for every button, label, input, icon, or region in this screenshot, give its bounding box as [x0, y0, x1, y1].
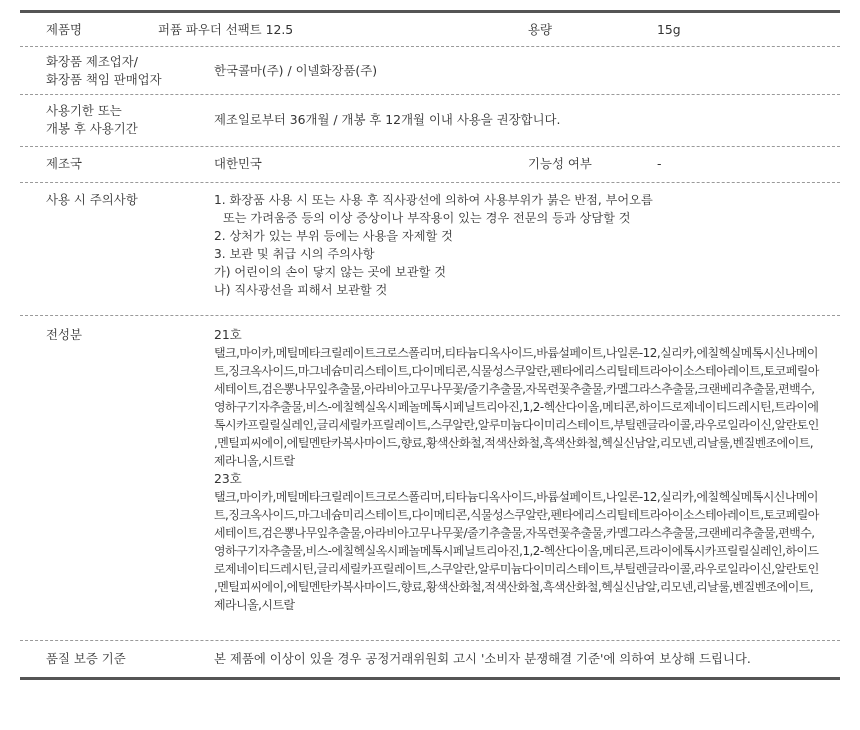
row-product-name — [20, 13, 840, 47]
product-info-table — [20, 10, 840, 680]
ingredients-line: 세테이트,검은뽕나무잎추출물,아라비아고무나무꽃/줄기추출물,자목련꽃추출물,카멜그라스추출물,크랜베리추출물,편백수, — [214, 526, 815, 540]
ingredients-line: 로제네이티드레시틴,글리세릴카프릴레이트,스쿠알란,알루미늄다이미리스테이트,부틸렌글라이콜,라우로일라이신,알란토인 — [214, 562, 819, 576]
capacity-label: 용량 — [528, 22, 552, 37]
ingredients-label: 전성분 — [46, 327, 82, 342]
ingredients-line: ,멘틸피씨에이,에틸멘탄카복사마이드,향료,황색산화철,적색산화철,흑색산화철,헥실신남알,리모넨,리날룰,벤질벤조에이트, — [214, 436, 814, 450]
expiry-value: 제조일로부터 36개월 / 개봉 후 12개월 이내 사용을 권장합니다. — [214, 112, 561, 127]
functional-label: 기능성 여부 — [528, 156, 592, 171]
row-origin — [20, 147, 840, 183]
expiry-label-line2: 개봉 후 사용기간 — [46, 121, 138, 136]
origin-label: 제조국 — [46, 156, 82, 171]
ingredients-line: 영하구기자추출물,비스-에칠헥실옥시페놀메톡시페닐트리아진,1,2-헥산다이올,메티콘,하이드로제네이티드레시틴,트라이에 — [214, 400, 819, 414]
ingredients-line: 탤크,마이카,메틸메타크릴레이트크로스폴리머,티타늄디옥사이드,바륨설페이트,나일론-12,실리카,에칠헥실메톡시신나메이 — [214, 490, 818, 504]
product-name-label: 제품명 — [46, 22, 82, 37]
ingredients-line: 제라니올,시트랄 — [214, 454, 295, 468]
row-caution — [20, 183, 840, 316]
expiry-label-line1: 사용기한 또는 — [46, 103, 122, 118]
ingredients-line: 트,징크옥사이드,마그네슘미리스테이트,다이메티콘,식물성스쿠알란,펜타에리스리틸테트라아이소스테아레이트,토코페릴아 — [214, 364, 819, 378]
quality-value: 본 제품에 이상이 있을 경우 공정거래위원회 고시 '소비자 분쟁해결 기준'에 의하여 보상해 드립니다. — [214, 651, 751, 666]
row-quality — [20, 641, 840, 677]
ingredients-line: 영하구기자추출물,비스-에칠헥실옥시페놀메톡시페닐트리아진,1,2-헥산다이올,메티콘,트라이에톡시카프릴릴실레인,하이드 — [214, 544, 819, 558]
ingredients-line: 탤크,마이카,메틸메타크릴레이트크로스폴리머,티타늄디옥사이드,바륨설페이트,나일론-12,실리카,에칠헥실메톡시신나메이 — [214, 346, 818, 360]
shade-21-title: 21호 — [214, 327, 242, 342]
row-manufacturer — [20, 47, 840, 95]
caution-text — [214, 191, 653, 299]
ingredients-line: ,멘틸피씨에이,에틸멘탄카복사마이드,향료,황색산화철,적색산화철,흑색산화철,헥실신남알,리모넨,리날룰,벤질벤조에이트, — [214, 580, 814, 594]
manufacturer-value: 한국콜마(주) / 이넬화장품(주) — [214, 63, 378, 78]
caution-line: 또는 가려움증 등의 이상 증상이나 부작용이 있는 경우 전문의 등과 상담할 것 — [223, 211, 631, 225]
caution-line: 2. 상처가 있는 부위 등에는 사용을 자제할 것 — [214, 229, 453, 243]
manufacturer-label-line1: 화장품 제조업자/ — [46, 54, 138, 69]
caution-line: 가) 어린이의 손이 닿지 않는 곳에 보관할 것 — [214, 265, 447, 279]
row-ingredients — [20, 316, 840, 641]
ingredients-line: 제라니올,시트랄 — [214, 598, 295, 612]
quality-label: 품질 보증 기준 — [46, 651, 126, 666]
ingredients-text — [214, 326, 819, 614]
caution-line: 나) 직사광선을 피해서 보관할 것 — [214, 283, 388, 297]
manufacturer-label-line2: 화장품 책임 판매업자 — [46, 72, 162, 87]
product-name-value: 퍼퓸 파우더 선팩트 12.5 — [158, 22, 294, 37]
ingredients-line: 세테이트,검은뽕나무잎추출물,아라비아고무나무꽃/줄기추출물,자목련꽃추출물,카멜그라스추출물,크랜베리추출물,편백수, — [214, 382, 815, 396]
ingredients-line: 톡시카프릴릴실레인,글리세릴카프릴레이트,스쿠알란,알루미늄다이미리스테이트,부틸렌글라이콜,라우로일라이신,알란토인 — [214, 418, 819, 432]
ingredients-line: 트,징크옥사이드,마그네슘미리스테이트,다이메티콘,식물성스쿠알란,펜타에리스리틸테트라아이소스테아레이트,토코페릴아 — [214, 508, 819, 522]
capacity-value: 15g — [657, 22, 681, 37]
origin-value: 대한민국 — [214, 156, 262, 171]
functional-value: - — [657, 156, 662, 171]
caution-line: 3. 보관 및 취급 시의 주의사항 — [214, 247, 375, 261]
caution-label: 사용 시 주의사항 — [46, 192, 138, 207]
row-expiry — [20, 95, 840, 147]
shade-23-title: 23호 — [214, 471, 242, 486]
caution-line: 1. 화장품 사용 시 또는 사용 후 직사광선에 의하여 사용부위가 붉은 반점, 부어오름 — [214, 193, 653, 207]
